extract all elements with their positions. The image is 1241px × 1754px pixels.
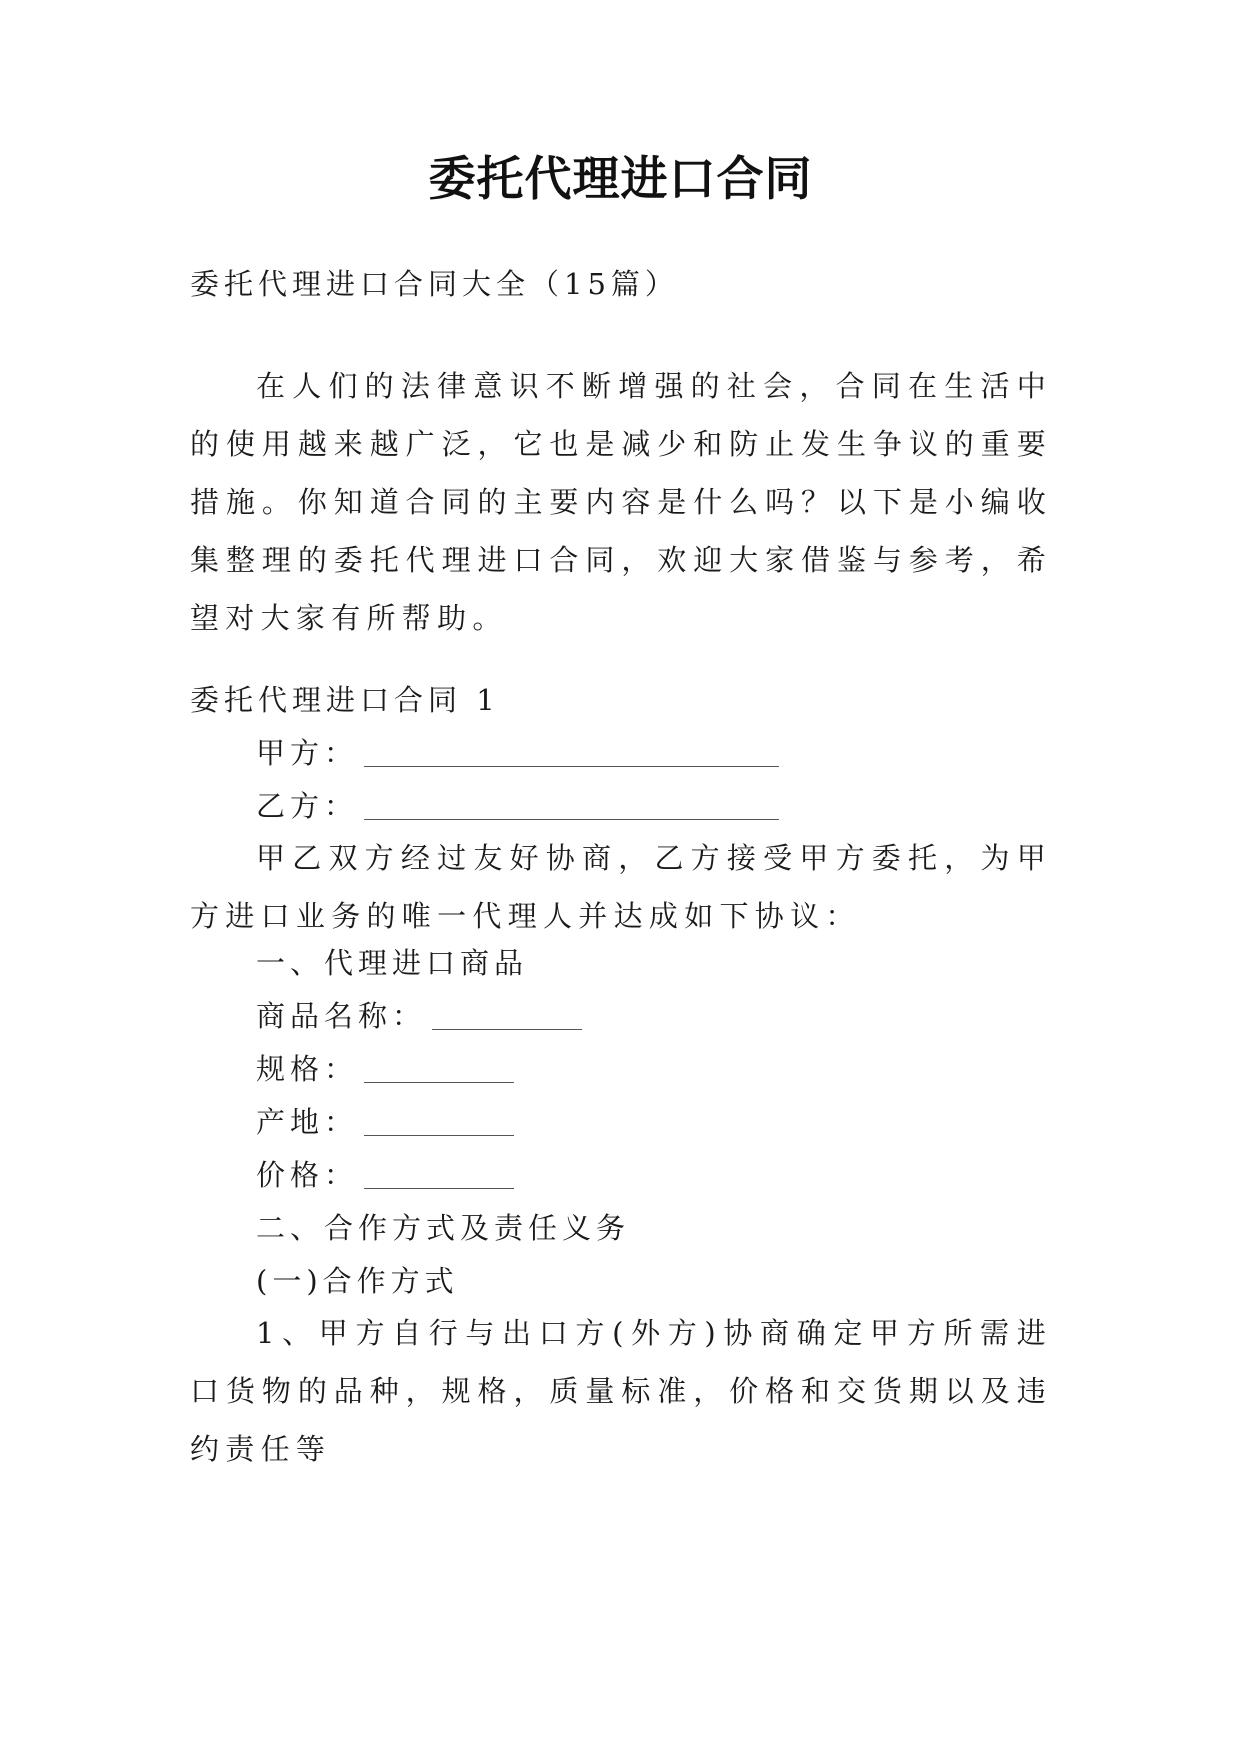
party-b-blank xyxy=(364,793,779,820)
price-label: 价格： xyxy=(256,1158,359,1192)
price-blank xyxy=(364,1162,514,1189)
agreement-intro-paragraph: 甲乙双方经过友好协商，乙方接受甲方委托，为甲方进口业务的唯一代理人并达成如下协议： xyxy=(190,841,1052,933)
spec-field xyxy=(256,1049,1126,1089)
party-a-blank xyxy=(364,740,779,767)
sub-1-heading: (一)合作方式 xyxy=(256,1264,459,1298)
product-name-field xyxy=(256,996,1126,1036)
clause-1-heading: 一、代理进口商品 xyxy=(256,946,529,980)
origin-field xyxy=(256,1102,1126,1142)
party-b-field xyxy=(256,786,1126,826)
spec-blank xyxy=(364,1056,514,1083)
party-a-label: 甲方： xyxy=(256,736,359,770)
item-1-paragraph: 1、甲方自行与出口方(外方)协商确定甲方所需进口货物的品种，规格，质量标准，价格和交货期以及违约责任等 xyxy=(190,1316,1052,1466)
intro-paragraph: 在人们的法律意识不断增强的社会，合同在生活中的使用越来越广泛，它也是减少和防止发生争议的重要措施。你知道合同的主要内容是什么吗？以下是小编收集整理的委托代理进口合同，欢迎大家借鉴与参考，希望对大家有所帮助。 xyxy=(190,369,1052,635)
section-heading: 委托代理进口合同 1 xyxy=(190,683,500,717)
origin-blank xyxy=(364,1109,514,1136)
product-name-label: 商品名称： xyxy=(256,999,427,1033)
clause-2-heading: 二、合作方式及责任义务 xyxy=(256,1211,631,1245)
origin-label: 产地： xyxy=(256,1105,359,1139)
document-title: 委托代理进口合同 xyxy=(428,152,813,207)
spec-label: 规格： xyxy=(256,1052,359,1086)
party-a-field xyxy=(256,733,1126,773)
price-field xyxy=(256,1155,1126,1195)
party-b-label: 乙方： xyxy=(256,789,359,823)
product-name-blank xyxy=(432,1003,582,1030)
document-subtitle: 委托代理进口合同大全（15篇） xyxy=(190,267,679,301)
